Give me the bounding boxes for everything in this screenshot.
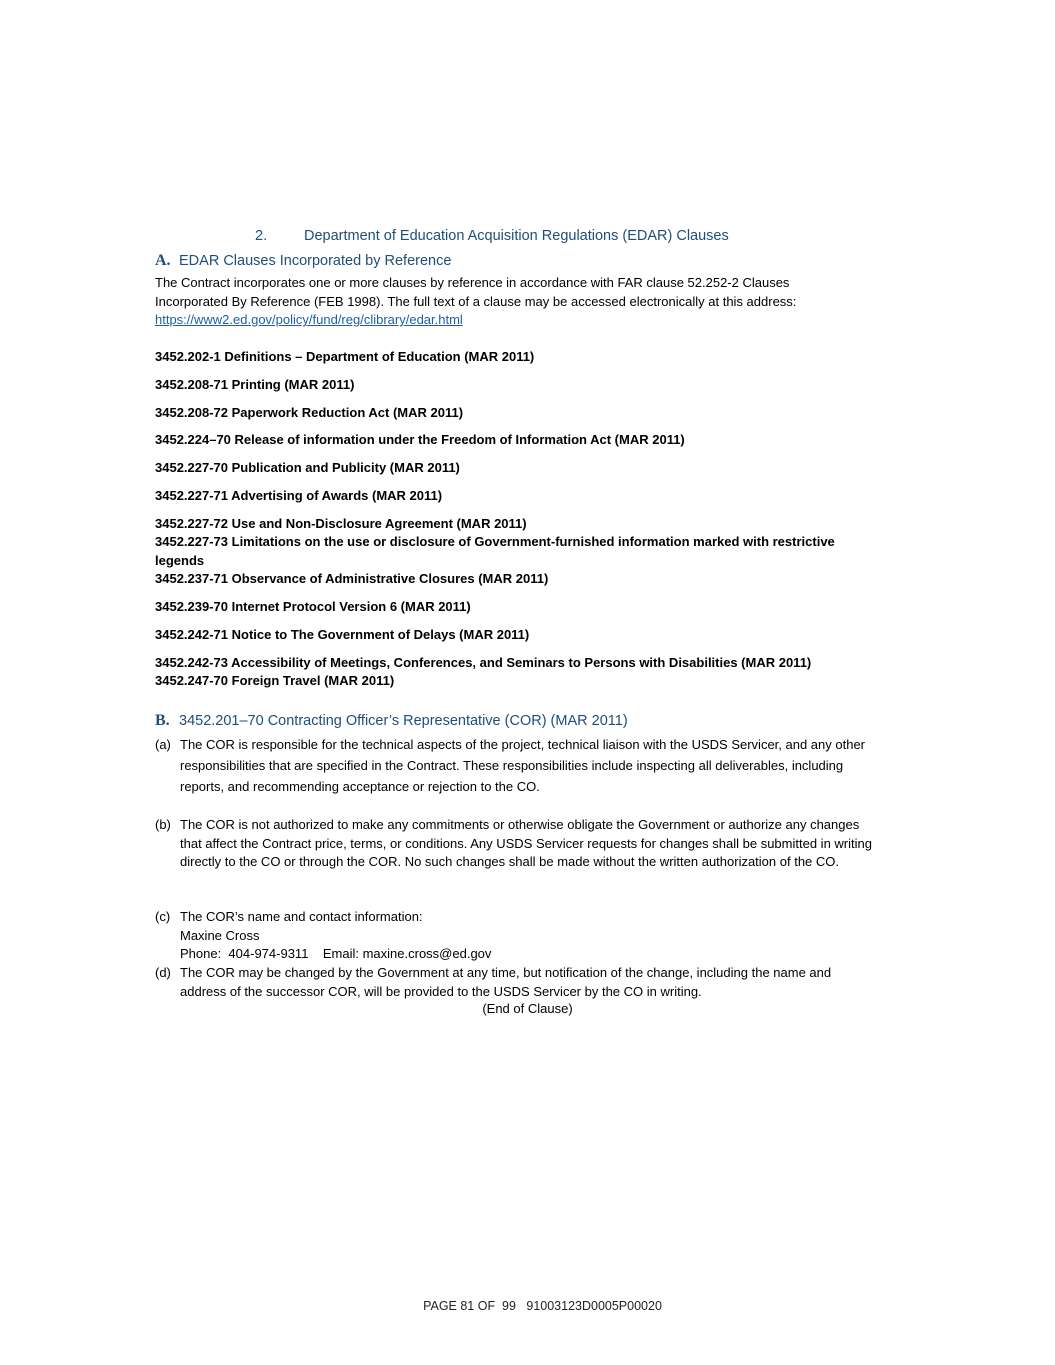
clause-item: 3452.239-70 Internet Protocol Version 6 (MAR 2011) — [155, 599, 471, 614]
intro-text: The Contract incorporates one or more clauses by reference in accordance with FAR clause 52.252-2 Clauses Incorporated By Reference (FEB 1998). The full text of a clause may be accessed electronically at this address: — [155, 275, 797, 309]
section-heading — [255, 228, 729, 244]
subsection-b-title: 3452.201–70 Contracting Officer’s Representative (COR) (MAR 2011) — [179, 713, 628, 729]
clause-paragraph-b — [155, 816, 880, 872]
clause-item: 3452.227-72 Use and Non-Disclosure Agreement (MAR 2011) — [155, 516, 527, 531]
clause-item: 3452.227-70 Publication and Publicity (MAR 2011) — [155, 460, 460, 475]
paragraph-text: The COR is not authorized to make any commitments or otherwise obligate the Government or authorize any changes that affect the Contract price, terms, or conditions. Any USDS Servicer requests for changes shall be submitted in writing directly to the CO or through the COR. No such changes shall be made without the written authorization of the CO. — [180, 817, 872, 870]
clause-paragraph-a — [155, 734, 880, 797]
subsection-b-letter: B. — [155, 712, 170, 729]
clause-item: 3452.237-71 Observance of Administrative Closures (MAR 2011) — [155, 571, 549, 586]
subsection-a-intro — [155, 274, 855, 330]
paragraph-label: (a) — [155, 737, 171, 752]
clause-item: 3452.227-71 Advertising of Awards (MAR 2011) — [155, 488, 443, 503]
subsection-a-heading — [155, 252, 451, 270]
clause-paragraph-d — [155, 964, 880, 1001]
subsection-a-letter: A. — [155, 252, 171, 269]
clause-item: 3452.208-71 Printing (MAR 2011) — [155, 377, 355, 392]
paragraph-label: (c) — [155, 909, 171, 924]
paragraph-text: The COR is responsible for the technical aspects of the project, technical liaison with the USDS Servicer, and any other responsibilities that are specified in the Contract. These responsibilities include inspecting all deliverables, including reports, and recommending acceptance or rejection to the CO. — [180, 737, 866, 794]
subsection-a-title: EDAR Clauses Incorporated by Reference — [179, 253, 452, 269]
clause-item: 3452.202-1 Definitions – Department of Education (MAR 2011) — [155, 349, 535, 364]
paragraph-text: The COR’s name and contact information: — [180, 909, 423, 924]
paragraph-label: (b) — [155, 817, 171, 832]
clause-paragraph-c — [155, 908, 880, 964]
clause-item: 3452.247-70 Foreign Travel (MAR 2011) — [155, 673, 395, 688]
end-of-clause: (End of Clause) — [482, 1001, 573, 1016]
paragraph-text: The COR may be changed by the Government at any time, but notification of the change, including the name and address of the successor COR, will be provided to the USDS Servicer by the CO in writing. — [180, 965, 832, 999]
paragraph-label: (d) — [155, 965, 171, 980]
clause-item: 3452.224–70 Release of information under the Freedom of Information Act (MAR 2011) — [155, 432, 685, 447]
cor-contact: Phone: 404-974-9311 Email: maxine.cross@ed.gov — [180, 946, 492, 962]
cor-name: Maxine Cross — [180, 927, 260, 943]
page-footer: PAGE 81 OF 99 91003123D0005P00020 — [423, 1299, 662, 1313]
section-number: 2. — [255, 228, 268, 244]
section-title: Department of Education Acquisition Regulations (EDAR) Clauses — [304, 228, 729, 244]
edar-link[interactable]: https://www2.ed.gov/policy/fund/reg/clibrary/edar.html — [155, 312, 463, 328]
clause-item: 3452.227-73 Limitations on the use or disclosure of Government-furnished information marked with restrictive legends — [155, 534, 835, 568]
clause-item: 3452.208-72 Paperwork Reduction Act (MAR 2011) — [155, 405, 464, 420]
subsection-b-heading — [155, 712, 628, 730]
clause-item: 3452.242-73 Accessibility of Meetings, Conferences, and Seminars to Persons with Disabilities (MAR 2011) — [155, 655, 812, 670]
clause-item: 3452.242-71 Notice to The Government of Delays (MAR 2011) — [155, 627, 530, 642]
